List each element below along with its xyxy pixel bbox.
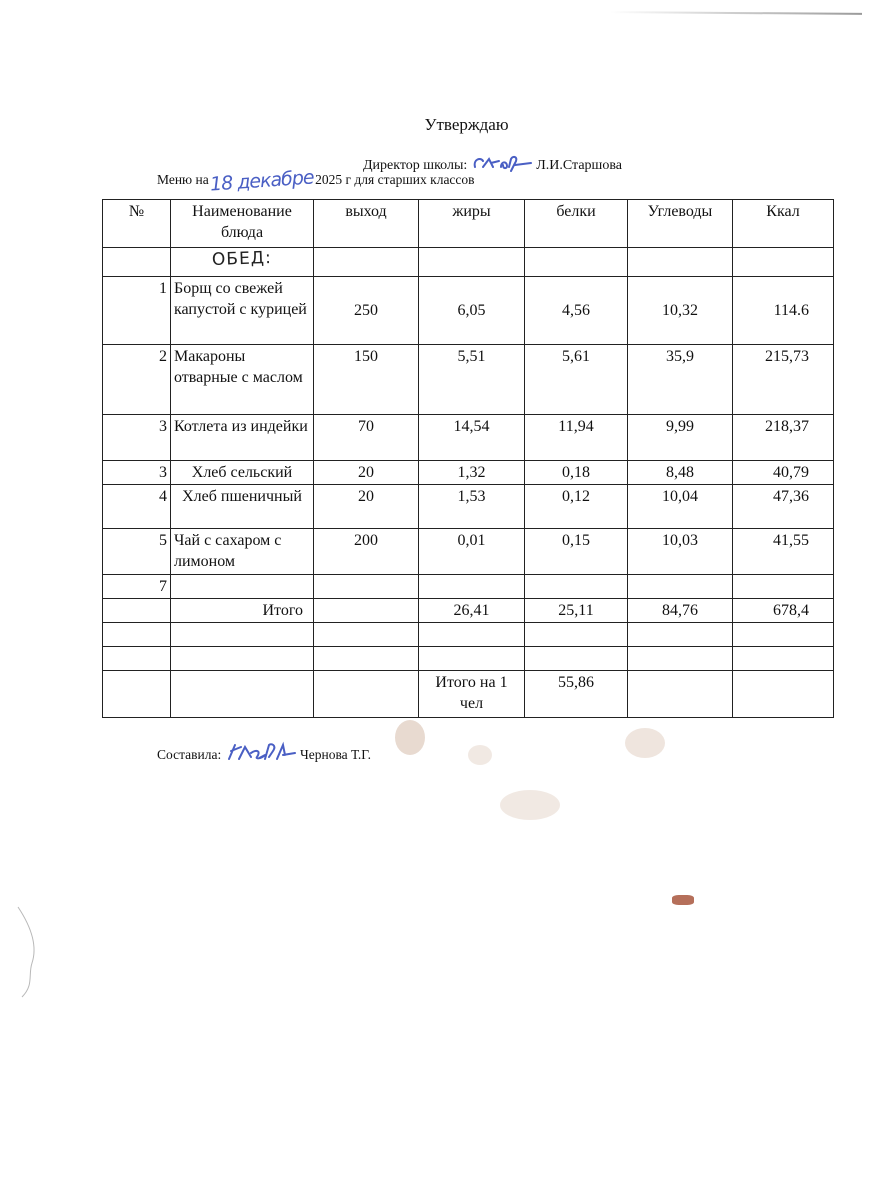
header-cell: выход [314,200,419,248]
dish-kcal: 215,73 [733,345,834,415]
dish-carbs: 10,32 [628,277,733,345]
dish-protein: 11,94 [525,415,628,461]
header-cell: Наименование блюда [171,200,314,248]
row-number: 7 [103,575,171,599]
dish-out: 200 [314,529,419,575]
director-signature-icon [471,153,533,173]
dish-name: Борщ со свежей капустой с курицей [171,277,314,345]
row-number: 5 [103,529,171,575]
dish-protein: 4,56 [525,277,628,345]
table-row [103,575,834,599]
dish-fat: 5,51 [419,345,525,415]
header-cell: белки [525,200,628,248]
header-cell: Углеводы [628,200,733,248]
dish-name: Чай с сахаром с лимоном [171,529,314,575]
empty-row [103,623,834,647]
section-row [103,248,834,277]
header-row [103,200,834,248]
row-number: 3 [103,415,171,461]
dish-name: Хлеб пшеничный [171,485,314,529]
composed-label: Составила: [157,747,222,762]
paper-stain [395,720,425,755]
table-row [103,277,834,345]
table-row [103,345,834,415]
menu-suffix: 2025 г для старших классов [315,172,475,187]
dish-fat: 1,53 [419,485,525,529]
dish-carbs: 10,04 [628,485,733,529]
row-number: 4 [103,485,171,529]
dish-out: 150 [314,345,419,415]
section-label: ОБЕД: [211,247,273,271]
ink-mark [672,895,694,905]
table-row [103,485,834,529]
dish-carbs: 9,99 [628,415,733,461]
composed-line [157,741,371,765]
menu-table [102,199,834,718]
scan-edge-line [610,11,862,15]
total-kcal: 678,4 [733,599,834,623]
dish-out: 70 [314,415,419,461]
handwritten-date: 18 декабре [209,166,315,196]
menu-date-line [157,166,475,196]
dish-fat: 0,01 [419,529,525,575]
header-cell: № [103,200,171,248]
dish-out: 250 [314,277,419,345]
total-fat: 26,41 [419,599,525,623]
paper-stain [625,728,665,758]
total-protein: 25,11 [525,599,628,623]
row-number: 1 [103,277,171,345]
paper-stain [468,745,492,765]
menu-prefix: Меню на [157,172,209,187]
dish-kcal: 41,55 [733,529,834,575]
director-name: Л.И.Старшова [536,158,622,173]
header-cell: жиры [419,200,525,248]
dish-protein: 0,18 [525,461,628,485]
dish-fat: 1,32 [419,461,525,485]
dish-protein: 0,12 [525,485,628,529]
per-person-label: Итого на 1 чел [419,671,525,718]
dish-fat: 6,05 [419,277,525,345]
header-cell: Ккал [733,200,834,248]
approve-title: Утверждаю [424,115,509,134]
dish-out: 20 [314,461,419,485]
dish-protein: 5,61 [525,345,628,415]
dish-out: 20 [314,485,419,529]
per-person-row [103,671,834,718]
total-carbs: 84,76 [628,599,733,623]
dish-fat: 14,54 [419,415,525,461]
dish-kcal: 47,36 [733,485,834,529]
total-row [103,599,834,623]
table-row [103,415,834,461]
empty-row [103,647,834,671]
dish-name: Хлеб сельский [171,461,314,485]
paper-stain [500,790,560,820]
row-number: 2 [103,345,171,415]
dish-carbs: 10,03 [628,529,733,575]
row-number: 3 [103,461,171,485]
dish-name: Макароны отварные с маслом [171,345,314,415]
paper-edge-mark [10,905,50,1000]
dish-carbs: 35,9 [628,345,733,415]
dish-kcal: 40,79 [733,461,834,485]
dish-name: Котлета из индейки [171,415,314,461]
table-row [103,529,834,575]
dish-kcal: 218,37 [733,415,834,461]
dish-protein: 0,15 [525,529,628,575]
total-label: Итого [171,599,314,623]
composer-name: Чернова Т.Г. [299,747,371,762]
composer-signature-icon [225,741,297,765]
dish-carbs: 8,48 [628,461,733,485]
director-label: Директор школы: [363,158,468,173]
table-row [103,461,834,485]
per-person-value: 55,86 [525,671,628,718]
dish-kcal: 114.6 [733,277,834,345]
